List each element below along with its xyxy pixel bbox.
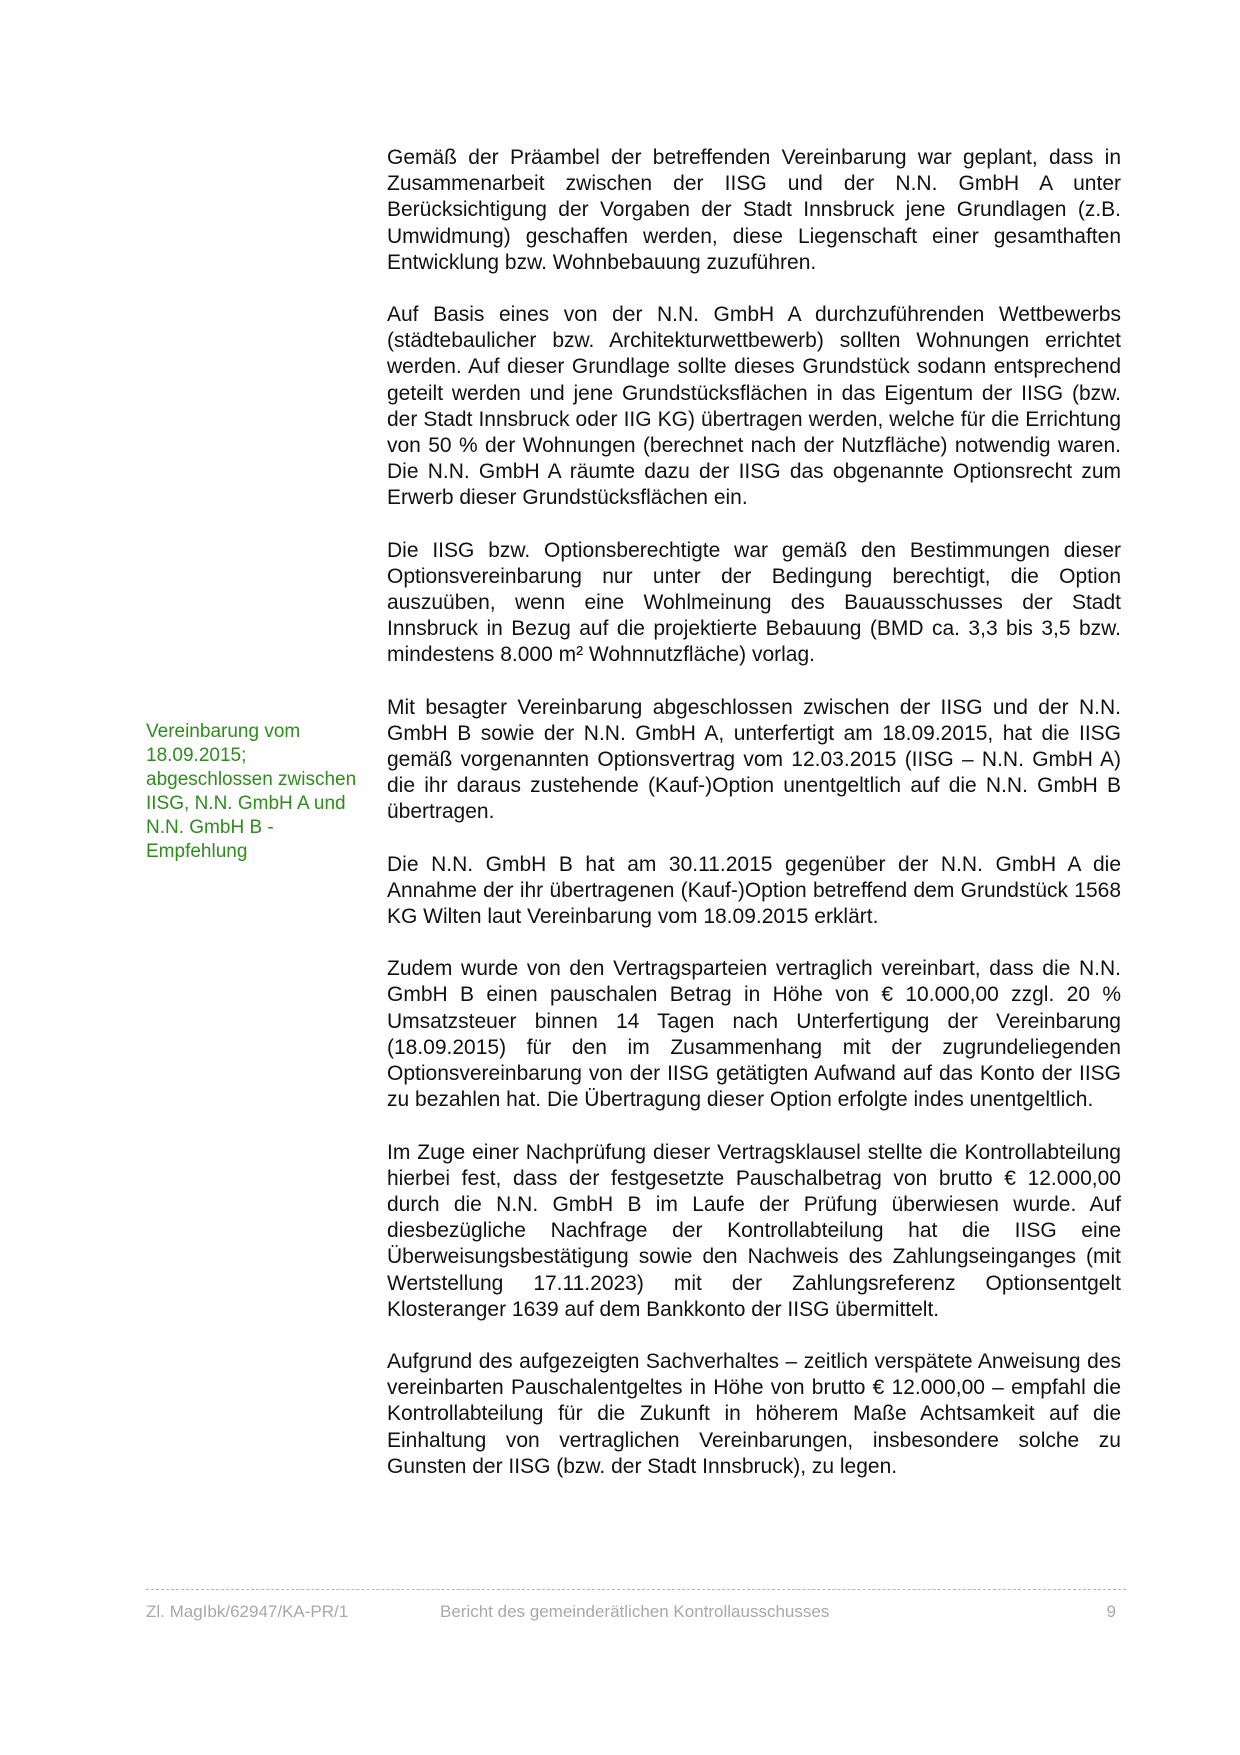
paragraph-recommendation: Aufgrund des aufgezeigten Sachverhaltes – zeitlich verspätete Anweisung des vereinbarten Pauschalentgeltes in Höhe von brutto € 12.000,00 – empfahl die Kontrollabteilung für die Zukunft in höherem Maße Achtsamkeit auf die Einhaltung von vertraglichen Vereinbarungen, insbesondere solche zu Gunsten der IISG (bzw. der Stadt Innsbruck), zu legen.: [387, 1349, 1121, 1478]
paragraph-lump-sum: Zudem wurde von den Vertragsparteien vertraglich vereinbart, dass die N.N. GmbH B einen pauschalen Betrag in Höhe von € 10.000,00 zzgl. 20 % Umsatzsteuer binnen 14 Tagen nach Unterfertigung der Vereinbarung (18.09.2015) für den im Zusammenhang mit der zugrundeliegenden Optionsvereinbarung von der IISG getätigten Aufwand auf das Konto der IISG zu bezahlen hat. Die Übertragung dieser Option erfolgte indes unentgeltlich.: [387, 957, 1121, 1112]
footer-reference: Zl. MagIbk/62947/KA-PR/1: [146, 1602, 349, 1621]
paragraph-follow-up-audit: Im Zuge einer Nachprüfung dieser Vertragsklausel stellte die Kontrollabteilung hierbei fest, dass der festgesetzte Pauschalbetrag von brutto € 12.000,00 durch die N.N. GmbH B im Laufe der Prüfung überwiesen wurde. Auf diesbezügliche Nachfrage der Kontrollabteilung hat die IISG eine Überweisungsbestätigung sowie den Nachweis des Zahlungseinganges (mit Wertstellung 17.11.2023) mit der Zahlungsreferenz Optionsentgelt Klosteranger 1639 auf dem Bankkonto der IISG übermittelt.: [387, 1140, 1121, 1321]
footer-title: Bericht des gemeinderätlichen Kontrollausschusses: [440, 1602, 830, 1621]
margin-note: Vereinbarung vom 18.09.2015; abgeschlossen zwischen IISG, N.N. GmbH A und N.N. GmbH B - Empfehlung: [146, 721, 357, 862]
page-footer: [146, 1589, 1126, 1622]
page-number: 9: [1106, 1602, 1116, 1621]
body-text-column: [387, 145, 1121, 1480]
paragraph-preamble: Gemäß der Präambel der betreffenden Vereinbarung war geplant, dass in Zusammenarbeit zwischen der IISG und der N.N. GmbH A unter Berücksichtigung der Vorgaben der Stadt Innsbruck jene Grundlagen (z.B. Umwidmung) geschaffen werden, diese Liegenschaft einer gesamthaften Entwicklung bzw. Wohnbebauung zuzuführen.: [387, 146, 1121, 274]
paragraph-option-acceptance: Die N.N. GmbH B hat am 30.11.2015 gegenüber der N.N. GmbH A die Annahme der ihr übertragenen (Kauf-)Option betreffend dem Grundstück 1568 KG Wilten laut Vereinbarung vom 18.09.2015 erklärt.: [387, 852, 1121, 929]
paragraph-option-conditions: Die IISG bzw. Optionsberechtigte war gemäß den Bestimmungen dieser Optionsvereinbarung nur unter der Bedingung berechtigt, die Option auszuüben, wenn eine Wohlmeinung des Bauausschusses der Stadt Innsbruck in Bezug auf die projektierte Bebauung (BMD ca. 3,3 bis 3,5 bzw. mindestens 8.000 m² Wohnnutzfläche) vorlag.: [387, 538, 1121, 667]
paragraph-agreement-transfer: Mit besagter Vereinbarung abgeschlossen zwischen der IISG und der N.N. GmbH B sowie der N.N. GmbH A, unterfertigt am 18.09.2015, hat die IISG gemäß vorgenannten Optionsvertrag vom 12.03.2015 (IISG – N.N. GmbH A) die ihr daraus zustehende (Kauf-)Option unentgeltlich auf die N.N. GmbH B übertragen.: [387, 695, 1121, 824]
paragraph-competition: Auf Basis eines von der N.N. GmbH A durchzuführenden Wettbewerbs (städtebaulicher bzw. Architekturwettbewerb) sollten Wohnungen errichtet werden. Auf dieser Grundlage sollte dieses Grundstück sodann entsprechend geteilt werden und jene Grundstücksflächen in das Eigentum der IISG (bzw. der Stadt Innsbruck oder IIG KG) übertragen werden, welche für die Errichtung von 50 % der Wohnungen (berechnet nach der Nutzfläche) notwendig waren. Die N.N. GmbH A räumte dazu der IISG das obgenannte Optionsrecht zum Erwerb dieser Grundstücksflächen ein.: [387, 303, 1121, 510]
